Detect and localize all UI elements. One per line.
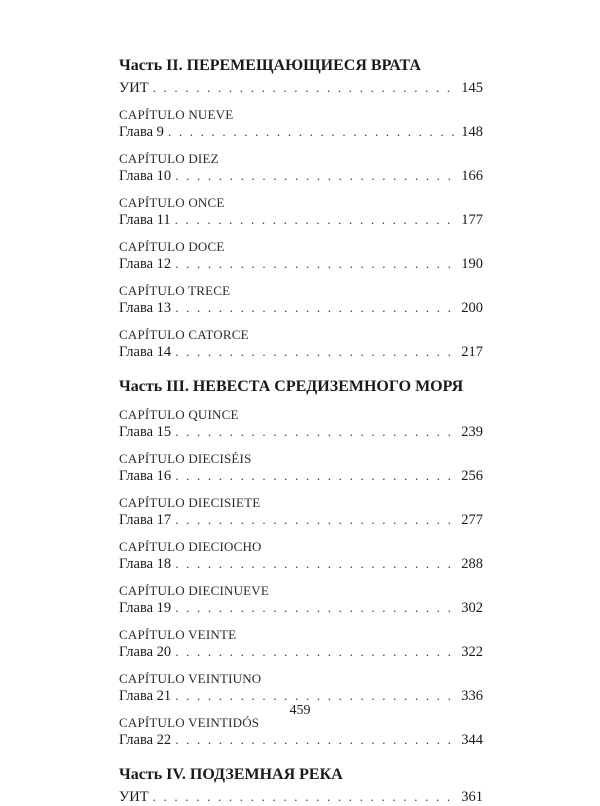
chapter-label: Глава 12 [119,256,172,272]
dot-leader [175,643,457,661]
chapter-page: 190 [461,256,483,272]
chapter-label: Глава 10 [119,168,172,184]
toc-entry-intro[interactable] [119,788,483,806]
dot-leader [175,423,457,441]
chapter-label: Глава 13 [119,300,172,316]
part-heading: Часть IV. ПОДЗЕМНАЯ РЕКА [119,766,343,783]
dot-leader [175,167,457,185]
part-2 [119,56,483,361]
chapter-page: 344 [461,732,483,748]
toc-entry-intro[interactable] [119,79,483,97]
dot-leader [175,255,457,273]
chapter-page: 322 [461,644,483,660]
chapter-label: Глава 19 [119,600,172,616]
entry-page: 145 [461,80,483,96]
chapter-label: Глава 14 [119,344,172,360]
chapter-page: 217 [461,344,483,360]
chapter-title: CAPÍTULO VEINTE [119,627,237,642]
chapter-entry[interactable] [119,194,483,229]
chapter-title: CAPÍTULO DOCE [119,239,225,254]
chapter-entry[interactable] [119,626,483,661]
chapter-entry[interactable] [119,582,483,617]
chapter-title: CAPÍTULO DIECINUEVE [119,583,270,598]
dot-leader [175,731,457,749]
chapter-title: CAPÍTULO DIECIOCHO [119,539,262,554]
dot-leader [175,211,458,229]
chapter-page: 288 [461,556,483,572]
part-heading: Часть II. ПЕРЕМЕЩАЮЩИЕСЯ ВРАТА [119,57,421,74]
chapter-entry[interactable] [119,450,483,485]
dot-leader [175,511,457,529]
chapter-page: 277 [461,512,483,528]
entry-label: УИТ [119,80,149,96]
chapter-entry[interactable] [119,238,483,273]
dot-leader [168,123,457,141]
chapter-entry[interactable] [119,326,483,361]
chapter-title: CAPÍTULO CATORCE [119,327,249,342]
dot-leader [175,555,457,573]
part-3 [119,377,483,749]
entry-label: УИТ [119,789,149,805]
chapter-title: CAPÍTULO DIEZ [119,151,219,166]
chapter-page: 256 [461,468,483,484]
chapter-title: CAPÍTULO DIECISÉIS [119,451,252,466]
chapter-label: Глава 17 [119,512,172,528]
chapter-entry[interactable] [119,538,483,573]
chapter-title: CAPÍTULO ONCE [119,195,225,210]
chapter-title: CAPÍTULO DIECISIETE [119,495,261,510]
chapter-entry[interactable] [119,282,483,317]
chapter-entry[interactable] [119,106,483,141]
chapter-entry[interactable] [119,494,483,529]
table-of-contents [119,56,483,806]
chapter-entry[interactable] [119,714,483,749]
chapter-title: CAPÍTULO QUINCE [119,407,239,422]
chapter-title: CAPÍTULO NUEVE [119,107,234,122]
chapter-entry[interactable] [119,406,483,441]
chapter-title: CAPÍTULO VEINTIDÓS [119,715,260,730]
chapter-title: CAPÍTULO VEINTIUNO [119,671,262,686]
chapter-label: Глава 22 [119,732,172,748]
chapter-label: Глава 15 [119,424,172,440]
chapter-label: Глава 21 [119,688,172,704]
dot-leader [153,788,458,806]
entry-page: 361 [461,789,483,805]
chapter-page: 336 [461,688,483,704]
dot-leader [175,299,457,317]
page-number: 459 [289,703,311,718]
dot-leader [153,79,458,97]
dot-leader [175,467,457,485]
chapter-page: 302 [461,600,483,616]
chapter-page: 177 [461,212,483,228]
chapter-label: Глава 9 [119,124,164,140]
chapter-entry[interactable] [119,670,483,705]
chapter-page: 200 [461,300,483,316]
dot-leader [175,343,457,361]
chapter-label: Глава 11 [119,212,171,228]
part-4 [119,765,483,806]
chapter-title: CAPÍTULO TRECE [119,283,231,298]
chapter-page: 239 [461,424,483,440]
chapter-label: Глава 18 [119,556,172,572]
chapter-label: Глава 16 [119,468,172,484]
dot-leader [175,599,457,617]
part-heading: Часть III. НЕВЕСТА СРЕДИЗЕМНОГО МОРЯ [119,378,464,395]
chapter-entry[interactable] [119,150,483,185]
chapter-label: Глава 20 [119,644,172,660]
chapter-page: 148 [461,124,483,140]
chapter-page: 166 [461,168,483,184]
